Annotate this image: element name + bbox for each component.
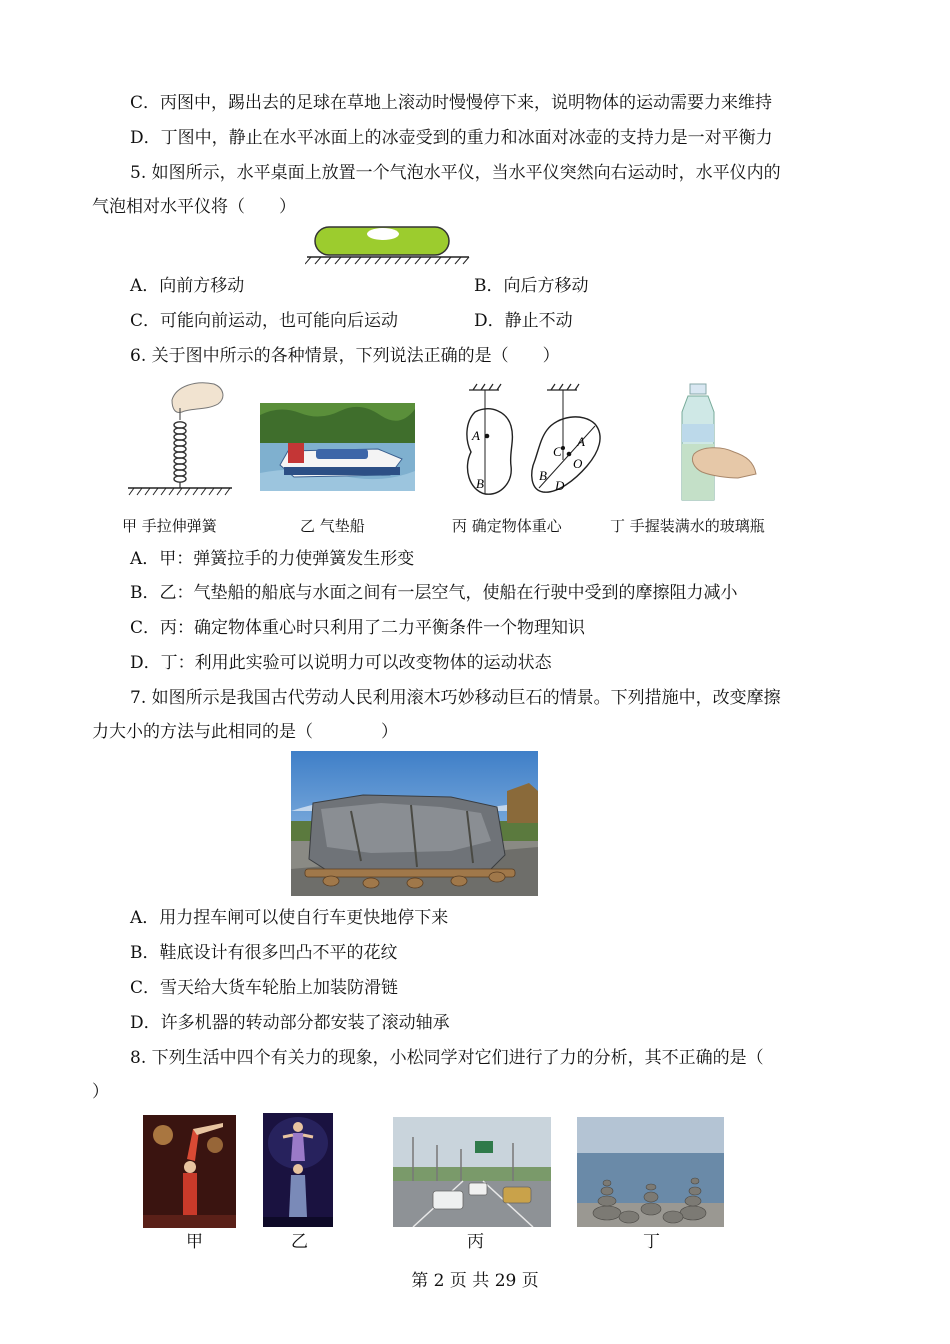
hovercraft-photo xyxy=(260,403,415,491)
q5-option-a: A．向前方移动 xyxy=(130,276,245,296)
label-b-right: B xyxy=(539,468,547,483)
q8-caption-ding: 丁 xyxy=(643,1232,660,1252)
q8-caption-yi: 乙 xyxy=(291,1232,308,1252)
q8-stem-line2: ） xyxy=(92,1082,109,1102)
q4-option-d: D．丁图中，静止在水平冰面上的冰壶受到的重力和冰面对冰壶的支持力是一对平衡力 xyxy=(130,128,773,148)
air-bubble xyxy=(367,228,399,240)
q7-stem-line2: 力大小的方法与此相同的是（ ） xyxy=(92,722,398,742)
label-c: C xyxy=(553,444,562,459)
q5-stem-line1: 5. 如图所示，水平桌面上放置一个气泡水平仪，当水平仪突然向右运动时，水平仪内的 xyxy=(130,163,781,183)
q6-option-d: D．丁：利用此实验可以说明力可以改变物体的运动状态 xyxy=(130,653,552,673)
q7-option-c: C．雪天给大货车轮胎上加装防滑链 xyxy=(130,978,399,998)
water-bottle-figure xyxy=(672,382,760,506)
acrobatics-photo-jia xyxy=(143,1115,236,1228)
q5-stem-line2: 气泡相对水平仪将（ ） xyxy=(92,197,296,217)
q8-caption-jia: 甲 xyxy=(186,1232,203,1252)
q7-option-d: D．许多机器的转动部分都安装了滚动轴承 xyxy=(130,1013,450,1033)
q7-option-b: B．鞋底设计有很多凹凸不平的花纹 xyxy=(130,943,398,963)
q5-option-c: C．可能向前运动，也可能向后运动 xyxy=(130,311,399,331)
rolling-logs-stone-photo xyxy=(291,751,538,896)
center-of-gravity-figure xyxy=(455,382,615,500)
q6-caption-ding: 丁 手握装满水的玻璃瓶 xyxy=(610,517,765,535)
q5-option-b: B．向后方移动 xyxy=(474,276,589,296)
label-d: D xyxy=(555,478,565,493)
q6-caption-yi: 乙 气垫船 xyxy=(300,517,365,535)
acrobatics-photo-yi xyxy=(263,1113,333,1227)
bubble-level-figure xyxy=(305,222,475,266)
q8-caption-bing: 丙 xyxy=(467,1232,484,1252)
label-o: O xyxy=(573,456,583,471)
spring-hand-figure xyxy=(120,378,240,496)
q7-stem-line1: 7. 如图所示是我国古代劳动人民利用滚木巧妙移动巨石的情景。下列措施中，改变摩擦 xyxy=(130,688,781,708)
q6-option-c: C．丙：确定物体重心时只利用了二力平衡条件一个物理知识 xyxy=(130,618,586,638)
q7-option-a: A．用力捏车闸可以使自行车更快地停下来 xyxy=(130,908,449,928)
q6-option-a: A．甲：弹簧拉手的力使弹簧发生形变 xyxy=(130,549,415,569)
stacked-stones-photo xyxy=(577,1117,724,1227)
q6-stem: 6. 关于图中所示的各种情景，下列说法正确的是（ ） xyxy=(130,346,560,366)
road-traffic-photo xyxy=(393,1117,551,1227)
label-b-left: B xyxy=(476,476,484,491)
label-a-left: A xyxy=(472,428,480,443)
q4-option-c: C．丙图中，踢出去的足球在草地上滚动时慢慢停下来，说明物体的运动需要力来维持 xyxy=(130,93,773,113)
q6-caption-jia: 甲 手拉伸弹簧 xyxy=(122,517,217,535)
label-a-right: A xyxy=(577,434,585,449)
q6-option-b: B．乙：气垫船的船底与水面之间有一层空气，使船在行驶中受到的摩擦阻力减小 xyxy=(130,583,738,603)
q5-option-d: D．静止不动 xyxy=(474,311,573,331)
q8-stem-line1: 8. 下列生活中四个有关力的现象，小松同学对它们进行了力的分析，其不正确的是（ xyxy=(130,1048,764,1068)
page-footer: 第 2 页 共 29 页 xyxy=(411,1271,539,1291)
q6-caption-bing: 丙 确定物体重心 xyxy=(452,517,562,535)
